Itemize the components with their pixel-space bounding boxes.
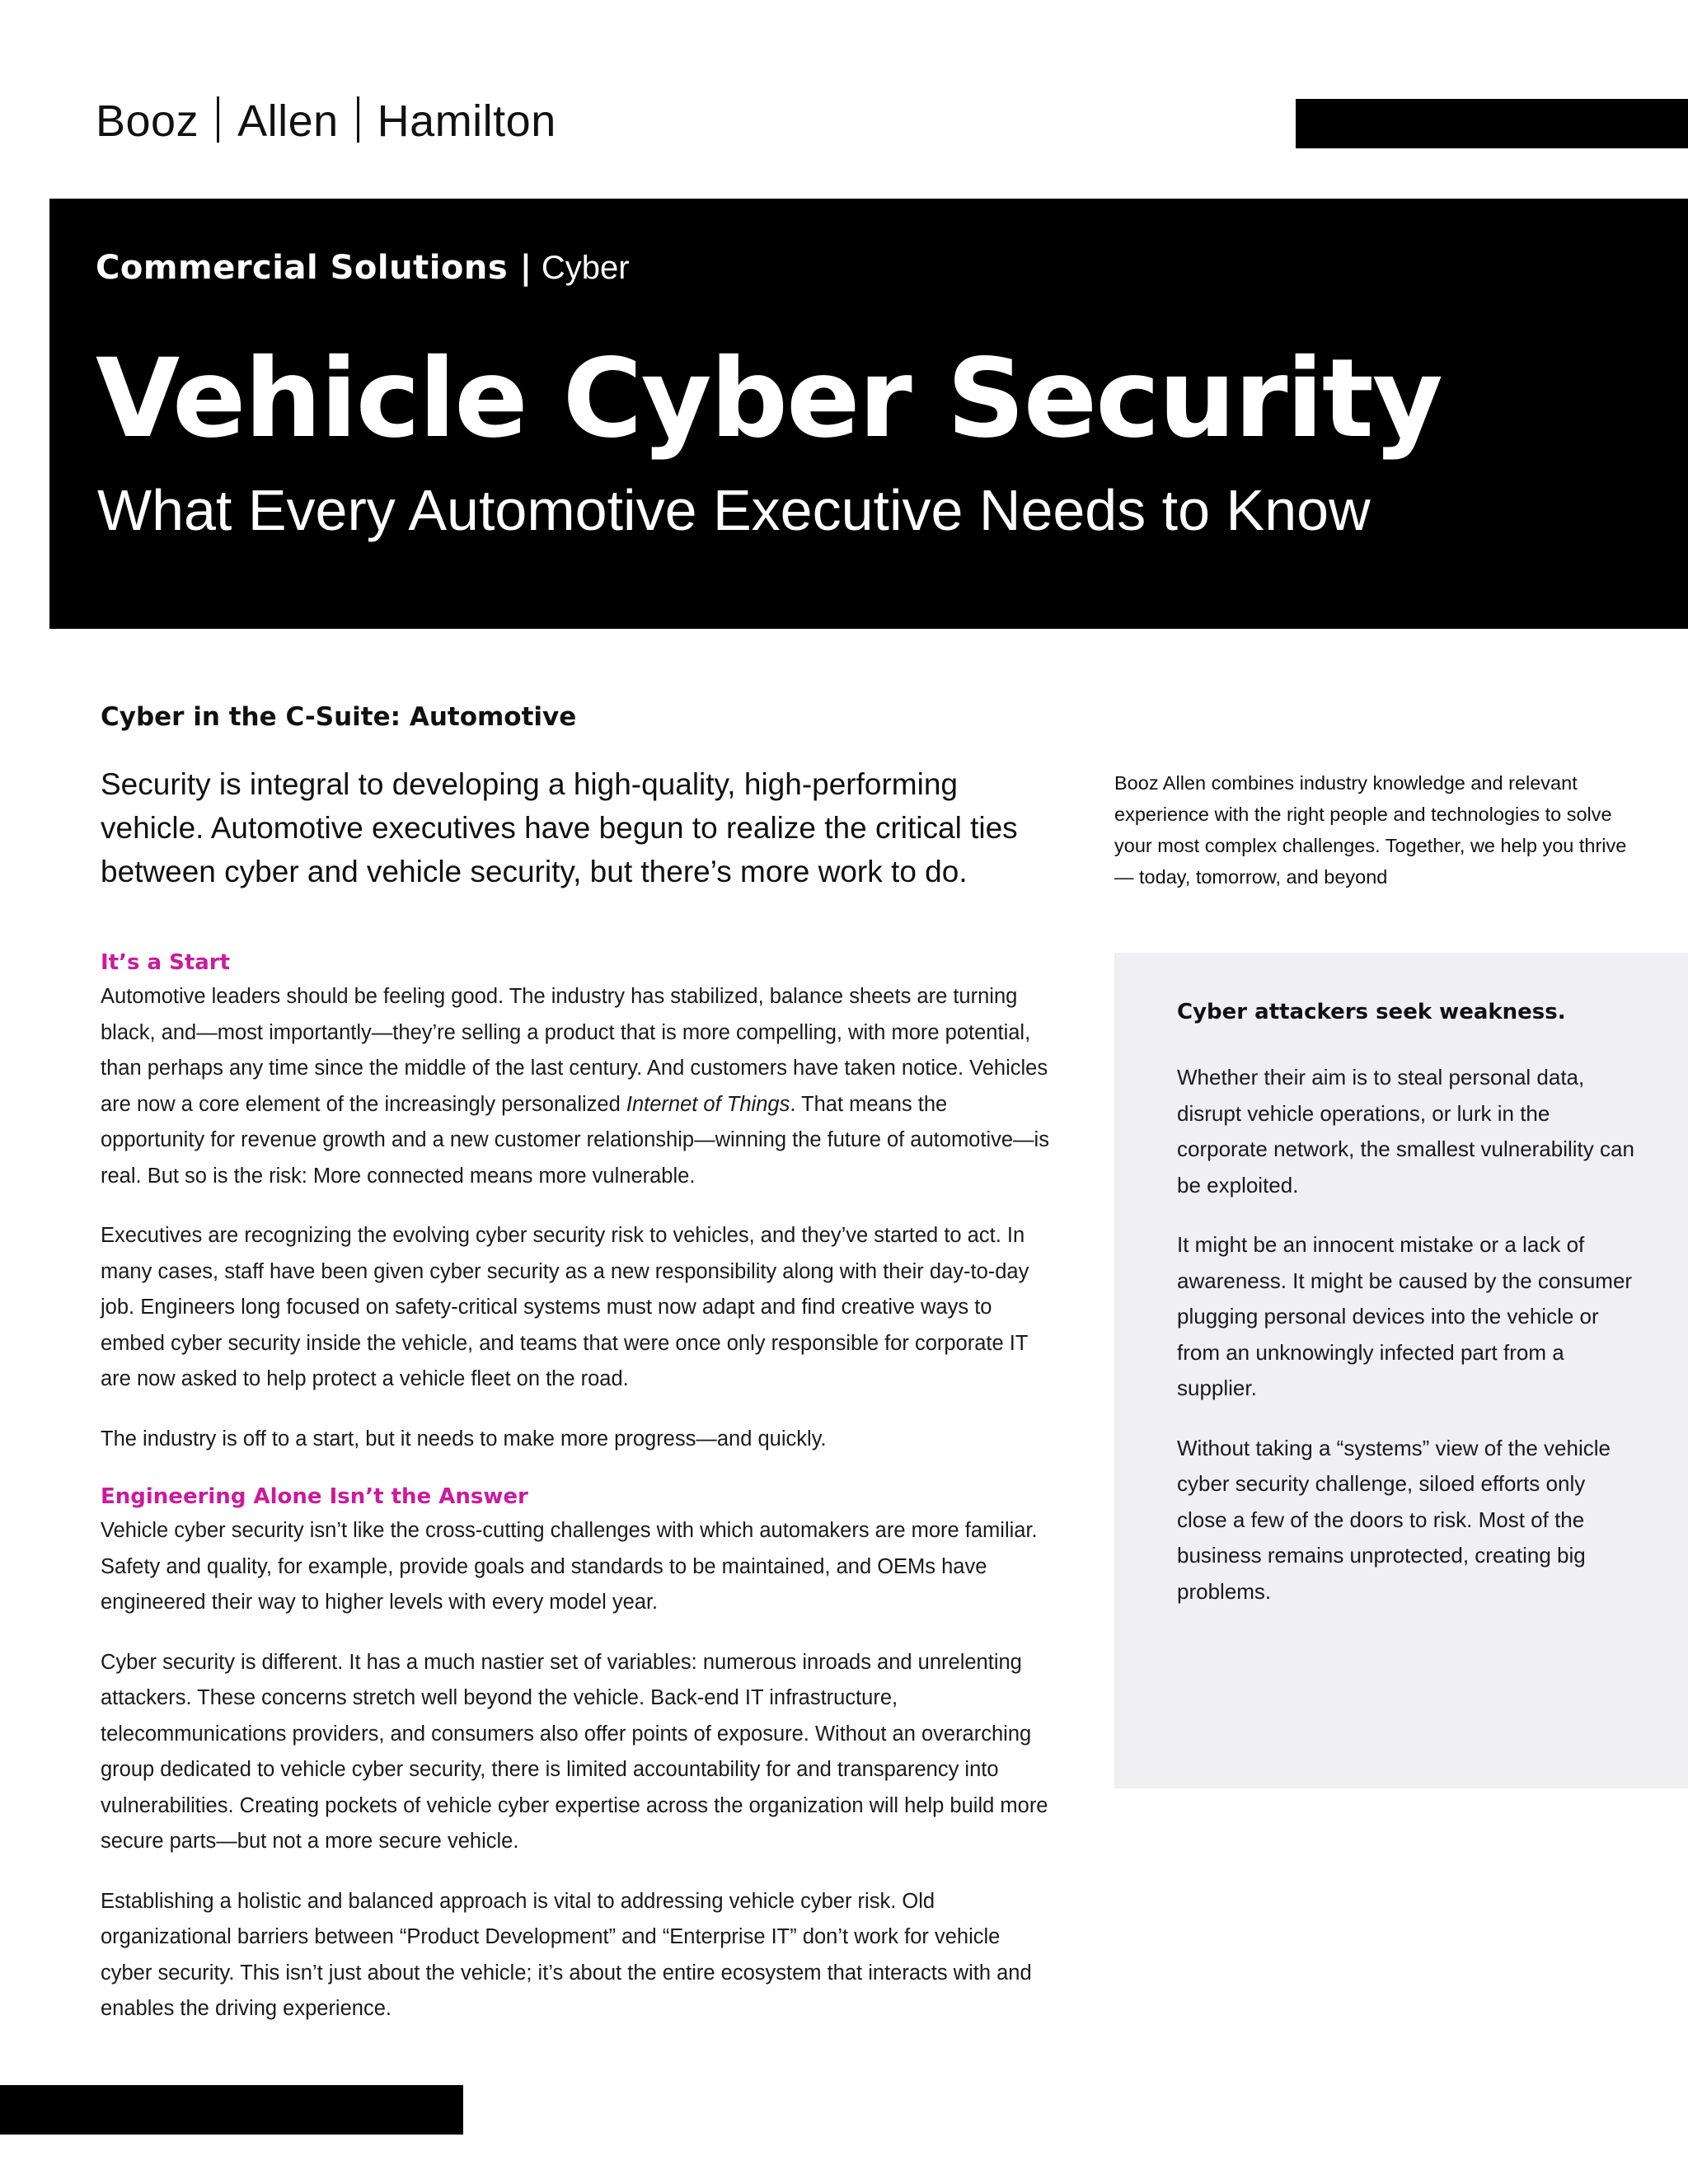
main-column: [101, 946, 1057, 2051]
page-title: Vehicle Cyber Security: [96, 335, 1442, 462]
page-subtitle: What Every Automotive Executive Needs to Know: [97, 478, 1371, 542]
paragraph-4: Vehicle cyber security isn’t like the cross-cutting challenges with which automakers are more familiar. Safety and quality, for example, provide goals and standards to be maintained, and OEMs have engineered their way to higher levels with every model year.: [101, 1519, 1038, 1614]
section-title: Cyber in the C-Suite: Automotive: [101, 702, 577, 732]
paragraph-1: [101, 979, 1057, 1194]
eyebrow-light: Cyber: [532, 250, 630, 286]
hero-eyebrow: [96, 248, 630, 288]
callout-box: [1114, 953, 1688, 1788]
callout-paragraph-2: It might be an innocent mistake or a lack of awareness. It might be caused by the consumer plugging personal devices into the vehicle or from an unknowingly infected part from a supplier.: [1177, 1232, 1633, 1400]
engineering-heading: Engineering Alone Isn’t the Answer: [101, 1484, 528, 1509]
logo-word-2: Allen: [237, 96, 339, 146]
bottom-decorative-bar: [0, 2085, 463, 2135]
callout-paragraph-3: Without taking a “systems” view of the vehicle cyber security challenge, siloed efforts only close a few of the doors to risk. Most of the business remains unprotected, creating big problems.: [1177, 1435, 1611, 1604]
hero-banner: [49, 199, 1688, 629]
paragraph-5: Cyber security is different. It has a much nastier set of variables: numerous inroads and unrelenting attackers. These concerns stretch well beyond the vehicle. Back-end IT infrastructure, telecommunications providers, and consumers also offer points of exposure. Without an overarching group dedicated to vehicle cyber security, there is limited accountability for and transparency into vulnerabilities. Creating pockets of vehicle cyber expertise across the organization will help build more secure parts—but not a more secure vehicle.: [101, 1650, 1048, 1853]
p1-text-before: Automotive leaders should be feeling good. The industry has stabilized, balance sheets are turning black, and—most importantly—they’re selling a product that is more compelling, with more potential, than perhaps any time since the middle of the last century. And customers have taken notice. Vehicles are now a core element of the increasingly personalized: [101, 985, 1048, 1116]
paragraph-3: The industry is off to a start, but it needs to make more progress—and quickly.: [101, 1427, 827, 1451]
callout-title: Cyber attackers seek weakness.: [1177, 1000, 1566, 1024]
paragraph-2: Executives are recognizing the evolving cyber security risk to vehicles, and they’ve started to act. In many cases, staff have been given cyber security as a new responsibility along with their day-to-day job. Engineers long focused on safety-critical systems must now adapt and find creative ways to embed cyber security inside the vehicle, and teams that were once only responsible for corporate IT are now asked to help protect a vehicle fleet on the road.: [101, 1224, 1029, 1390]
p1-text-after: . That means the opportunity for revenue growth and a new customer relationship—winning the future of automotive—is real. But so is the risk: More connected means more vulnerable.: [101, 1092, 1049, 1188]
paragraph-6: Establishing a holistic and balanced approach is vital to addressing vehicle cyber risk. Old organizational barriers between “Product Development” and “Enterprise IT” don’t work for vehicle cyber security. This isn’t just about the vehicle; it’s about the entire ecosystem that interacts with and enables the driving experience.: [101, 1889, 1032, 2020]
sidenote-text: Booz Allen combines industry knowledge and relevant experience with the right people and technologies to solve your most complex challenges. Together, we help you thrive— today, tomorrow, and beyond: [1114, 772, 1627, 888]
start-heading: It’s a Start: [101, 950, 231, 975]
eyebrow-bold: Commercial Solutions |: [96, 249, 532, 287]
logo-word-3: Hamilton: [377, 96, 556, 146]
logo-separator: [217, 96, 219, 143]
top-decorative-bar: [1296, 99, 1688, 148]
company-logo: [96, 92, 556, 150]
logo-separator: [357, 96, 359, 143]
callout-paragraph-1: Whether their aim is to steal personal data, disrupt vehicle operations, or lurk in the corporate network, the smallest vulnerability can be exploited.: [1177, 1065, 1634, 1197]
p1-italic-term: Internet of Things: [626, 1092, 790, 1116]
logo-word-1: Booz: [96, 96, 199, 146]
lede-paragraph: Security is integral to developing a high-quality, high-performing vehicle. Automotive executives have begun to realize the critical ties between cyber and vehicle security, but there’s more work to do.: [101, 767, 1018, 888]
callout-body: [1177, 1060, 1639, 1633]
